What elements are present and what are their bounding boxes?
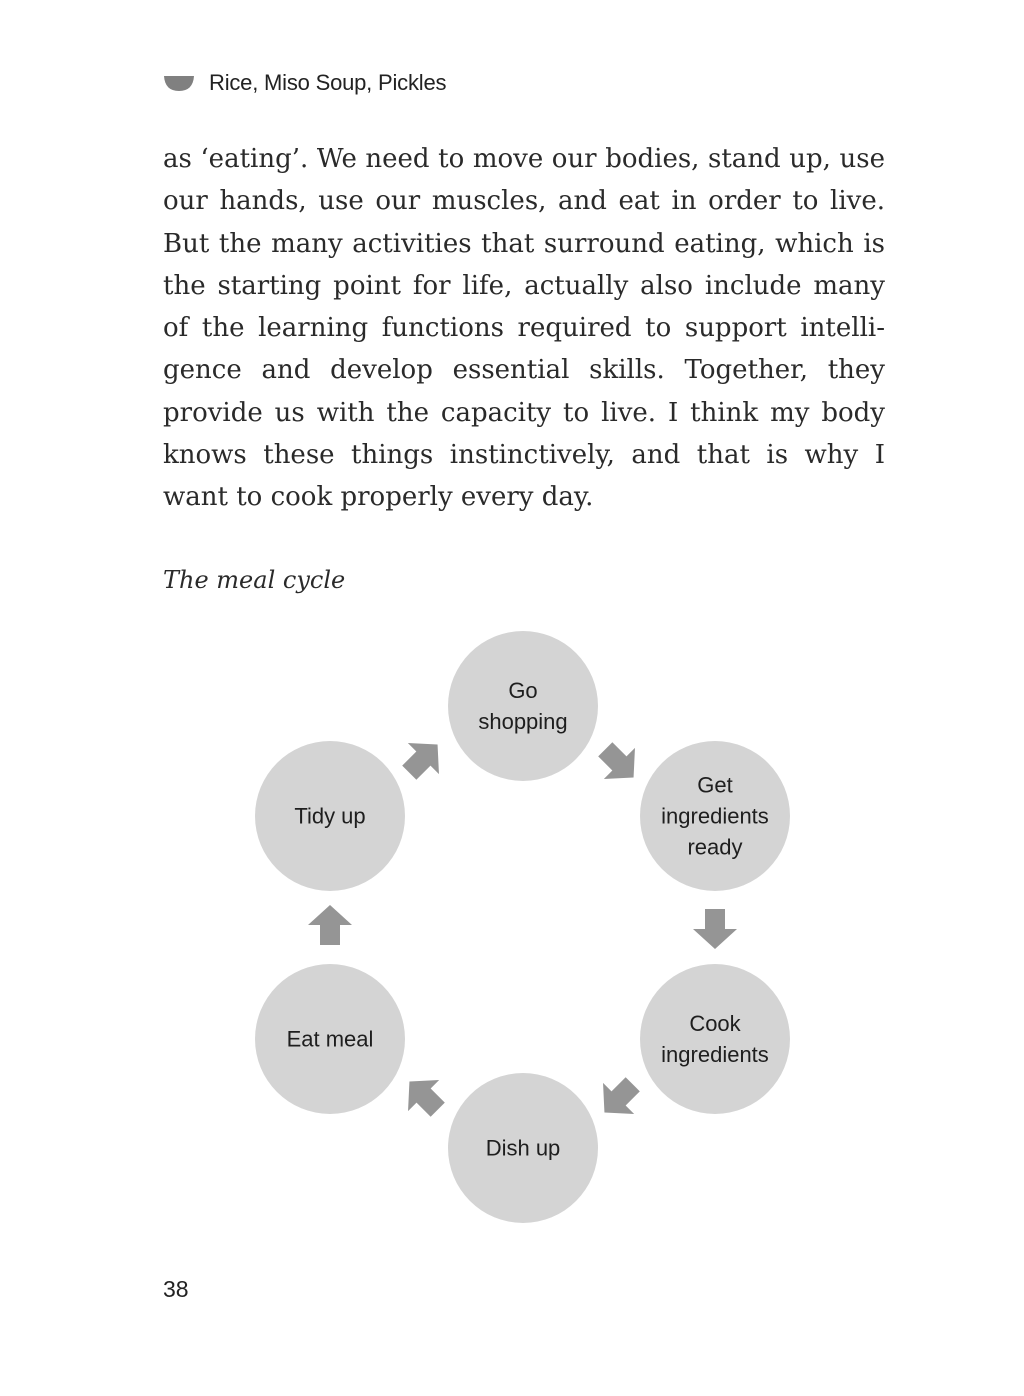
body-line: But the many activities that surround eating, which is (163, 228, 885, 259)
cycle-node-label: ingredients (661, 803, 769, 829)
cycle-node-eat-meal (255, 964, 405, 1114)
running-head-title: Rice, Miso Soup, Pickles (209, 70, 447, 95)
cycle-node-label: ingredients (661, 1042, 769, 1067)
cycle-node-label: ready (687, 834, 743, 860)
cycle-node-label: shopping (478, 709, 568, 734)
body-line: gence and develop essential skills. Together, they (163, 355, 885, 386)
body-line: the starting point for life, actually also include many (163, 270, 885, 301)
cycle-node-go-shopping (448, 631, 598, 781)
figure-caption: The meal cycle (163, 566, 346, 594)
arrow-eat-to-tidy-icon (308, 905, 352, 945)
arrow-tidy-to-shopping-icon (394, 729, 453, 788)
cycle-node-label: Tidy up (294, 803, 366, 829)
body-line: knows these things instinctively, and that is why I (163, 440, 885, 471)
cycle-node-label: Dish up (485, 1135, 561, 1161)
cycle-node-dish-up (448, 1073, 598, 1223)
cycle-node-tidy-up (255, 741, 405, 891)
cycle-node-label: Eat meal (286, 1026, 374, 1052)
arrow-cook-to-dishup-icon (589, 1069, 648, 1128)
arrow-ingredients-to-cook-icon (693, 909, 737, 949)
cycle-node-label: Get (697, 772, 733, 798)
cycle-node-get-ingredients-ready (640, 741, 790, 891)
cycle-node-circle (640, 964, 790, 1114)
body-line: provide us with the capacity to live. I think my body (163, 397, 885, 428)
cycle-node-label: Go (508, 678, 538, 703)
body-line: of the learning functions required to support intelli- (163, 313, 885, 344)
body-line: as ‘eating’. We need to move our bodies, stand up, use (163, 144, 885, 174)
page-number: 38 (163, 1276, 189, 1302)
body-line: our hands, use our muscles, and eat in order to live. (163, 186, 885, 217)
cycle-node-cook-ingredients (640, 964, 790, 1114)
arrow-shopping-to-ingredients-icon (590, 734, 649, 793)
cycle-node-label: Cook (689, 1011, 741, 1036)
body-line: want to cook properly every day. (163, 482, 594, 513)
arrow-dishup-to-eat-icon (394, 1066, 453, 1125)
cycle-node-circle (448, 631, 598, 781)
